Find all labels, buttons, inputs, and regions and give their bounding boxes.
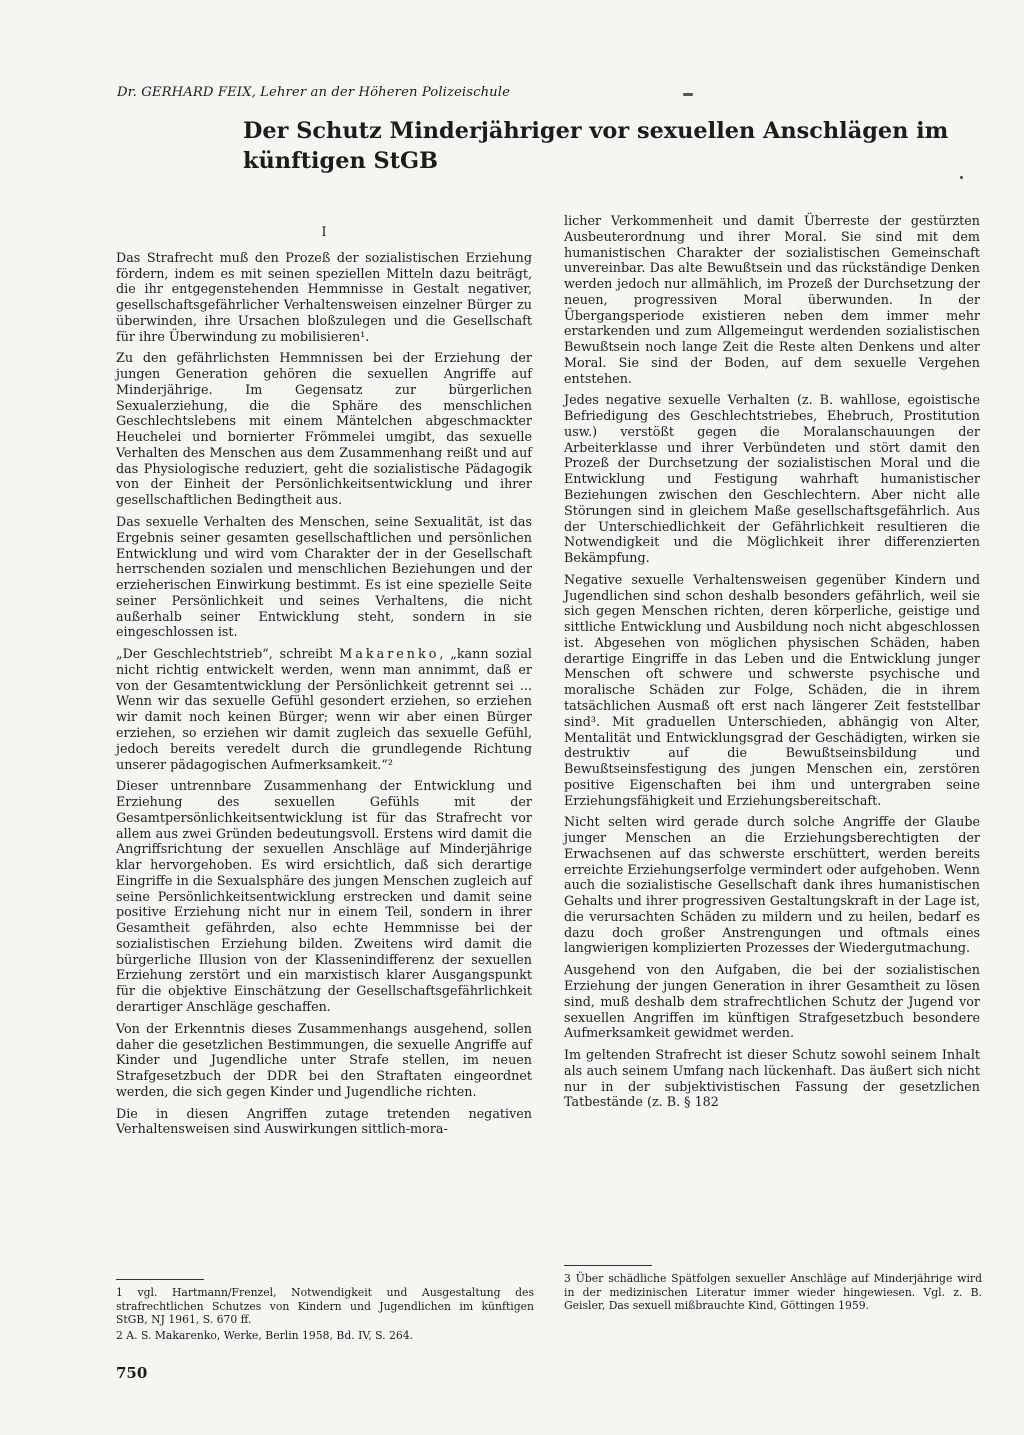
paragraph: Jedes negative sexuelle Verhalten (z. B. wahllose, egoistische Befriedigung des Geschlechtstriebes, Ehebruch, Prostitution usw.) verstößt gegen die Moralanschauungen der Arbeiterklasse und ihrer Verbündeten und stört damit den Prozeß der Durchsetzung der sozialistischen Moral und die Entwicklung und Festigung wahrhaft humanistischer Beziehungen zwischen den Geschlechtern. Aber nicht alle Störungen sind in gleichem Maße gesellschaftsgefährlich. Aus der Unterschiedlichkeit der Gefährlichkeit resultieren die Notwendigkeit und die Möglichkeit ihrer differenzierten Bekämpfung. bbox=[564, 392, 980, 566]
footnote: 3 Über schädliche Spätfolgen sexueller Anschläge auf Minderjährige wird in der medizinischen Literatur immer wieder hingewiesen. Vgl. z. B. Geisler, Das sexuell mißbrauchte Kind, Göttingen 1959. bbox=[564, 1272, 982, 1313]
paragraph: Ausgehend von den Aufgaben, die bei der sozialistischen Erziehung der jungen Generation in ihrer Gesamtheit zu lösen sind, muß deshalb dem strafrechtlichen Schutz der Jugend vor sexuellen Angriffen im künftigen Strafgesetzbuch besondere Aufmerksamkeit gewidmet werden. bbox=[564, 962, 980, 1041]
footnote: 2 A. S. Makarenko, Werke, Berlin 1958, Bd. IV, S. 264. bbox=[116, 1328, 414, 1342]
paragraph: Im geltenden Strafrecht ist dieser Schutz sowohl seinem Inhalt als auch seinem Umfang nach lückenhaft. Das äußert sich nicht nur in der subjektivistischen Fassung der gesetzlichen Tatbestände (z. B. § 182 bbox=[564, 1047, 980, 1110]
left-column bbox=[116, 224, 532, 1143]
scan-speck bbox=[683, 93, 693, 96]
footnote: 1 vgl. Hartmann/Frenzel, Notwendigkeit und Ausgestaltung des strafrechtlichen Schutzes von Kindern und Jugendlichen im künftigen StGB, NJ 1961, S. 670 ff. bbox=[116, 1286, 534, 1327]
paragraph: Dieser untrennbare Zusammenhang der Entwicklung und Erziehung des sexuellen Gefühls mit der Gesamtpersönlichkeitsentwicklung ist für das Strafrecht vor allem aus zwei Gründen bedeutungsvoll. Erstens wird damit die Angriffsrichtung der sexuellen Anschläge auf Minderjährige klar hervorgehoben. Es wird ersichtlich, daß sich derartige Eingriffe in die Sexualsphäre des jungen Menschen zugleich auf seine Persönlichkeitsentwicklung erstrecken und damit seine positive Erziehung nicht nur in einem Teil, sondern in ihrer Gesamtheit gefährden, also echte Hemmnisse bei der sozialistischen Erziehung bilden. Zweitens wird damit die bürgerliche Illusion von der Klassenindifferenz der sexuellen Erziehung zerstört und ein marxistisch klarer Ausgangspunkt für die objektive Einschätzung der Gesellschaftsgefährlichkeit derartiger Anschläge geschaffen. bbox=[116, 778, 532, 1014]
footnote-divider bbox=[564, 1265, 652, 1266]
section-number: I bbox=[321, 224, 327, 239]
paragraph: Negative sexuelle Verhaltensweisen gegenüber Kindern und Jugendlichen sind schon deshalb besonders gefährlich, weil sie sich gegen Menschen richten, deren körperliche, geistige und sittliche Entwicklung und Ausbildung noch nicht abgeschlossen ist. Abgesehen von möglichen physischen Schäden, haben derartige Eingriffe in das Leben und die Entwicklung junger Menschen oft schwere und schwerste psychische und moralische Schäden zur Folge, Schäden, die in ihrem tatsächlichen Ausmaß oft erst nach längerer Zeit feststellbar sind³. Mit graduellen Unterschieden, abhängig von Alter, Mentalität und Entwicklungsgrad der Geschädigten, wirken sie destruktiv auf die Bewußtseinsbildung und Bewußtseinsfestigung des jungen Menschen ein, zerstören positive Eigenschaften bei ihm und untergraben seine Erziehungsfähigkeit und Erziehungsbereitschaft. bbox=[564, 571, 980, 808]
footnotes-left bbox=[116, 1286, 534, 1344]
paragraph: Von der Erkenntnis dieses Zusammenhangs ausgehend, sollen daher die gesetzlichen Bestimmungen, die sexuelle Angriffe auf Kinder und Jugendliche unter Strafe stellen, im neuen Strafgesetzbuch der DDR bei den Straftaten eingeordnet werden, die sich gegen Kinder und Jugendliche richten. bbox=[116, 1020, 532, 1099]
article-title: Der Schutz Minderjähriger vor sexuellen Anschlägen im künftigen StGB bbox=[243, 118, 949, 174]
paragraph: Das Strafrecht muß den Prozeß der sozialistischen Erziehung fördern, indem es mit seinen speziellen Mitteln dazu beiträgt, die ihr entgegenstehenden Hemmnisse in Gestalt negativer, gesellschaftsgefährlicher Verhaltensweisen einzelner Bürger zu überwinden, ihre Ursachen bloßzulegen und die Gesellschaft für ihre Überwindung zu mobilisieren¹. bbox=[116, 249, 532, 344]
paragraph: Die in diesen Angriffen zutage tretenden negativen Verhaltensweisen sind Auswirkungen sittlich-mora- bbox=[116, 1105, 532, 1137]
paragraph: licher Verkommenheit und damit Überreste der gestürzten Ausbeuterordnung und ihrer Moral. Sie sind mit dem humanistischen Charakter der sozialistischen Gemeinschaft unvereinbar. Das alte Bewußtsein und das rückständige Denken werden jedoch nur allmählich, im Prozeß der Durchsetzung der neuen, progressiven Moral überwunden. In der Übergangsperiode existieren neben dem immer mehr erstarkenden und zum Allgemeingut werdenden sozialistischen Bewußtsein noch lange Zeit die Reste alten Denkens und alter Moral. Sie sind der Boden, auf dem sexuelle Vergehen entstehen. bbox=[564, 213, 980, 386]
paragraph: Das sexuelle Verhalten des Menschen, seine Sexualität, ist das Ergebnis seiner gesamten gesellschaftlichen und persönlichen Entwicklung und wird vom Charakter der in der Gesellschaft herrschenden sozialen und menschlichen Beziehungen und der erzieherischen Einwirkung bestimmt. Es ist eine spezielle Seite seiner Persönlichkeit und seines Verhaltens, die nicht außerhalb seiner Entwicklung steht, sondern in sie eingeschlossen ist. bbox=[116, 514, 532, 640]
paragraph: Nicht selten wird gerade durch solche Angriffe der Glaube junger Menschen an die Erziehungsberechtigten der Erwachsenen auf das schwerste erschüttert, werden bereits erreichte Erziehungserfolge vermindert oder aufgehoben. Wenn auch die sozialistische Gesellschaft dank ihres humanistischen Gehalts und ihrer progressiven Gestaltungskraft in der Lage ist, die verursachten Schäden zu mildern und zu heilen, bedarf es dazu doch großer Anstrengungen und oftmals eines langwierigen komplizierten Prozesses der Wiedergutmachung. bbox=[564, 814, 980, 956]
footnote-divider bbox=[116, 1279, 204, 1280]
quote-paragraph bbox=[116, 646, 532, 772]
right-column bbox=[564, 213, 980, 1116]
page-number: 750 bbox=[116, 1364, 148, 1382]
quote-open: „Der Geschlechtstrieb“, schreibt bbox=[116, 646, 340, 662]
paragraph: Zu den gefährlichsten Hemmnissen bei der Erziehung der jungen Generation gehören die sexuellen Angriffe auf Minderjährige. Im Gegensatz zur bürgerlichen Sexualerziehung, die die Sphäre des menschlichen Geschlechtslebens mit einem Mäntelchen abgeschmackter Heuchelei und bornierter Frömmelei umgibt, das sexuelle Verhalten des Menschen aus dem Zusammenhang reißt und auf das Physiologische reduziert, geht die sozialistische Pädagogik von der Einheit der Persönlichkeitsentwicklung und ihrer gesellschaftlichen Bedingtheit aus. bbox=[116, 350, 532, 508]
quote-text: , „kann sozial nicht richtig entwickelt werden, wenn man annimmt, daß er von der Gesamtentwicklung der Persönlichkeit getrennt sei ... Wenn wir das sexuelle Gefühl gesondert erziehen, so erziehen wir damit noch keinen Bürger; wenn wir aber einen Bürger erziehen, so erziehen wir damit zugleich das sexuelle Gefühl, jedoch bereits veredelt durch die grundlegende Richtung unserer pädagogischen Aufmerksamkeit.“² bbox=[116, 646, 532, 772]
author-line: Dr. GERHARD FEIX, Lehrer an der Höheren Polizeischule bbox=[117, 85, 511, 100]
scan-speck bbox=[960, 176, 963, 179]
footnotes-right bbox=[564, 1272, 982, 1315]
quoted-author: Makarenko bbox=[339, 646, 440, 662]
